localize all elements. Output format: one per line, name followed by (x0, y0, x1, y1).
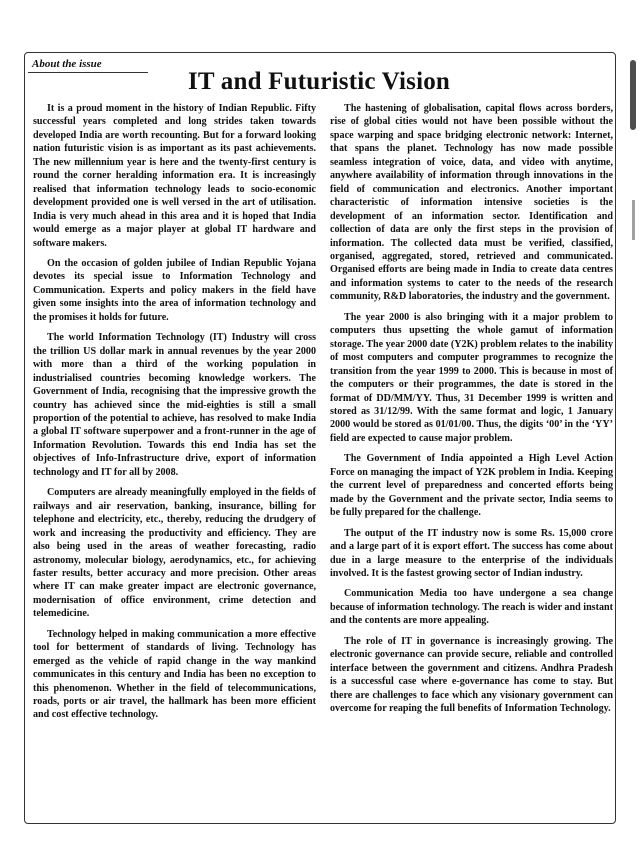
paragraph: The year 2000 is also bringing with it a major problem to computers thus upsetting the whole gamut of information storage. The year 2000 date (Y2K) problem relates to the inability of most computers and computer programmes to recognize the transition from the year 1999 to 2000. This is because in most of the computers or their programmes, the date is stored in the format of DD/MM/YY. Thus, 31 December 1999 is written and stored as 31/12/99. With the same format and logic, 1 January 2000 would be stored as 01/01/00. Thus, the digits ‘00’ in the ‘YY’ field are expected to cause major problem. (330, 311, 613, 444)
paragraph: Technology helped in making communication a more effective tool for betterment of standards of living. Technology has emerged as the vehicle of rapid change in the way mankind communicates in this century and India has been no exception to this phenomenon. Whether in the field of telecommunications, roads, ports or air travel, the hallmark has been more efficient and cost effective technology. (33, 628, 316, 721)
paragraph: On the occasion of golden jubilee of Indian Republic Yojana devotes its special issue to Information Technology and Communication. Experts and policy makers in the field have given some insights into the area of information technology and the promises it holds for future. (33, 257, 316, 323)
scan-edge-mark-secondary (632, 200, 635, 240)
left-column (33, 102, 316, 729)
article-title: IT and Futuristic Vision (187, 68, 451, 95)
paragraph: The world Information Technology (IT) Industry will cross the trillion US dollar mark in annual revenues by the year 2000 with more than a third of the working population in industrialised countries becoming knowledge workers. The Government of India, recognising that the impressive growth the country has achieved since the mid-eighties is still a small proportion of the potential to achieve, has resolved to make India a global IT software superpower and a front-runner in the age of Information Revolution. Towards this end India has set the objectives of Info-Infrastructure drive, export of information technology and IT for all by 2008. (33, 332, 316, 478)
paragraph: Communication Media too have undergone a sea change because of information technology. The reach is wider and instant and the contents are more appealing. (330, 588, 613, 627)
paragraph: Computers are already meaningfully employed in the fields of railways and air reservation, banking, insurance, billing for telephone and electricity, etc., thereby, reducing the drudgery of work and increasing the productivity and efficiency. They are also being used in the areas of weather forecasting, radio astronomy, molecular biology, aerodynamics, etc., for achieving faster results, better accuracy and more precision. Other areas where IT can make greater impact are electronic governance, modernisation of office environment, crime detection and telemedicine. (33, 487, 316, 620)
paragraph: The output of the IT industry now is some Rs. 15,000 crore and a large part of it is export effort. The success has come about due in a large measure to the enterprise of the individuals involved. It is the fastest growing sector of Indian industry. (330, 527, 613, 579)
paragraph: The Government of India appointed a High Level Action Force on managing the impact of Y2K problem in India. Keeping the current level of preparedness and concerted efforts being made by the Government and the private sector, India seems to be fully prepared for the challenge. (330, 453, 613, 519)
paragraph: The role of IT in governance is increasingly growing. The electronic governance can provide secure, reliable and controlled interface between the government and citizens. Andhra Pradesh is a successful case where e-governance has come to stay. But there are challenges to face which any visionary government can overcome for reaping the full benefits of Information Technology. (330, 635, 613, 715)
section-tag: About the issue (32, 58, 102, 70)
paragraph: It is a proud moment in the history of Indian Republic. Fifty successful years completed and long strides taken towards developed India are worth recounting. But for a forward looking nation futuristic vision is as important as its past achievements. The new millennium year is here and the twenty-first century is round the corner heralding information era. It is increasingly realised that information technology leads to socio-economic development provided one is well versed in the art of utilisation. India is very much ahead in this area and it is hoped that India would emerge as a major player at global IT hardware and software makers. (33, 103, 316, 249)
right-column (330, 102, 613, 722)
paragraph: The hastening of globalisation, capital flows across borders, rise of global cities would not have been possible without the space warping and space bridging electronic network: Internet, that spans the planet. Technology has now made possible seamless integration of voice, data, and video with anytime, anywhere availability of information through innovations in the field of communication and electronics. Another important characteristic of information intensive societies is the development of an information sector. Identification and collection of data are only the first steps in the provision of information. The collected data must be verified, classified, organised, aggregated, stored, retrieved and communicated. Organised efforts are being made in India to create data centres and information systems to cater to the needs of the research community, R&D laboratories, the industry and the government. (330, 103, 613, 303)
